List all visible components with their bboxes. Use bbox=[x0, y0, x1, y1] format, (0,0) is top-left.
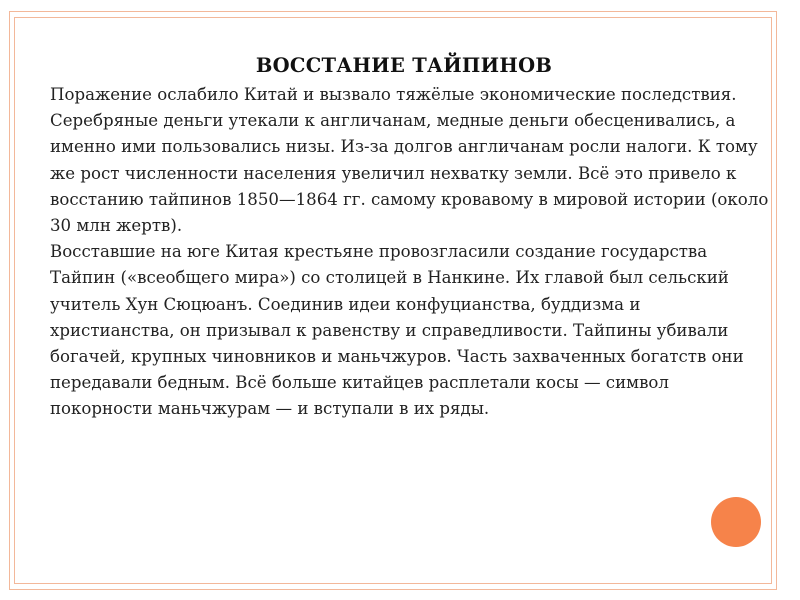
decorative-orange-circle bbox=[711, 497, 761, 547]
paragraph: Восставшие на юге Китая крестьяне провозгласили создание государства Тайпин («всеобщего мира») со столицей в Нанкине. Их главой был сельский учитель Хун Сюцюанъ. Соединив идеи конфуцианства, буддизма и христианства, он призывал к равенству и справедливости. Тайпины убивали богачей, крупных чиновников и маньчжуров. Часть захваченных богатств они передавали бедным. Всё больше китайцев расплетали косы — символ покорности маньчжурам — и вступали в их ряды. bbox=[50, 242, 744, 419]
slide-body bbox=[50, 82, 770, 423]
paragraph: Поражение ослабило Китай и вызвало тяжёлые экономические последствия. Серебряные деньги утекали к англичанам, медные деньги обесценивались, а именно ими пользовались низы. Из-за долгов англичанам росли налоги. К тому же рост численности населения увеличил нехватку земли. Всё это привело к восстанию тайпинов 1850—1864 гг. самому кровавому в мировой истории (около 30 млн жертв). bbox=[50, 85, 769, 236]
slide-title: ВОССТАНИЕ ТАЙПИНОВ bbox=[255, 54, 553, 77]
